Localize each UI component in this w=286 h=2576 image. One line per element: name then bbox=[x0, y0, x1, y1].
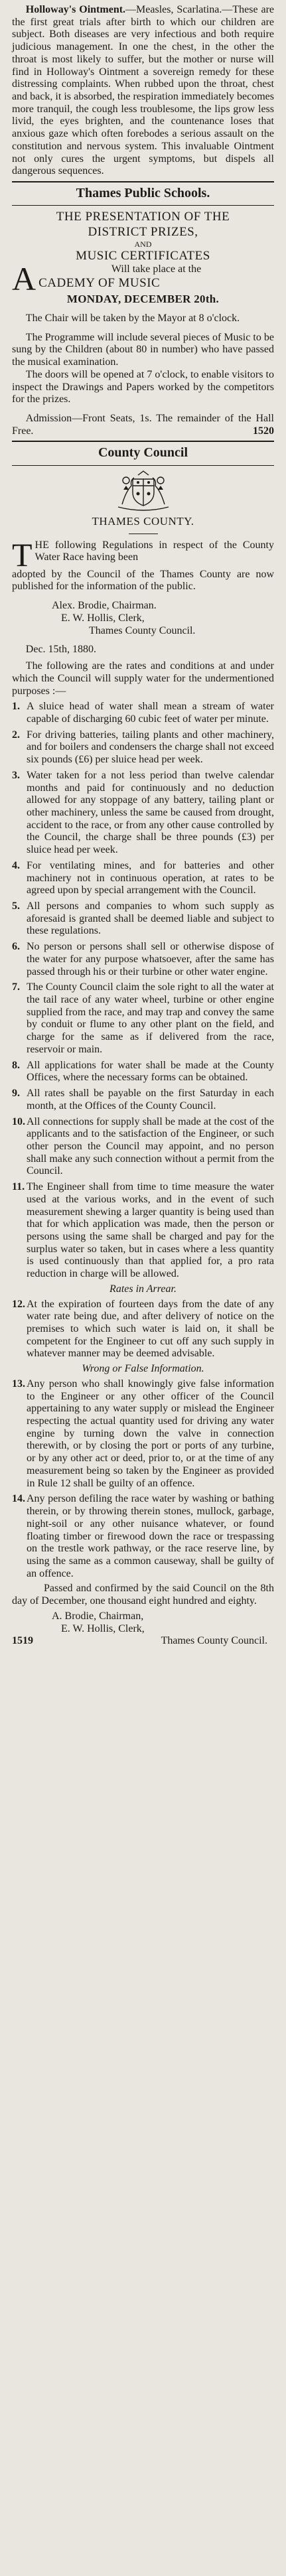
regulation-item: 6. No person or persons shall sell or otherwise dispose of the water for any purpose whatsoever, after the same has passed through his or their turbine or other water engine. bbox=[12, 941, 274, 977]
regulation-item: 9. All rates shall be payable on the first Saturday in each month, at the Offices of the County Council. bbox=[12, 1088, 274, 1111]
schools-title: Thames Public Schools. bbox=[76, 186, 210, 201]
council-body: Thames County Council. bbox=[89, 624, 196, 636]
programme-text: The Programme will include several pieces of Music to be sung by the Children (about 80 in number) who have passed the musical examination. bbox=[12, 331, 274, 368]
schools-line3: AND bbox=[134, 239, 152, 249]
academy-name: CADEMY OF MUSIC bbox=[38, 275, 161, 290]
divider bbox=[12, 441, 274, 442]
false-info-heading: Wrong or False Information. bbox=[82, 1363, 204, 1375]
schools-line1: THE PRESENTATION OF THE bbox=[56, 210, 230, 224]
schools-line4: MUSIC CERTIFICATES bbox=[76, 248, 210, 263]
closing-line bbox=[12, 1635, 274, 1648]
regulation-item: 11. The Engineer shall from time to time measure the water used at the various works, and in the event of such measurement shewing a larger quantity is being used than that for which application was made, then the person or persons using the same shall be charged and pay for the surplus water so taken, but in cases where a less quantity is used continuously than that applied for, a pro rata reduction in charge will be allowed. bbox=[12, 1181, 274, 1280]
admission-text bbox=[12, 413, 274, 437]
divider bbox=[12, 465, 274, 466]
intro-first: HE following Regulations in respect of the County Water Race having been bbox=[35, 539, 274, 563]
arrears-heading: Rates in Arrear. bbox=[109, 1283, 177, 1295]
dropcap-t: T bbox=[12, 536, 33, 573]
holloway-lead: Holloway's Ointment. bbox=[25, 4, 126, 15]
ad-reference: 1519 bbox=[12, 1635, 33, 1647]
regulations-list bbox=[12, 701, 274, 1281]
preamble-text: The following are the rates and conditions at and under which the Council will supply water for the undermentioned purposes :— bbox=[12, 660, 274, 697]
council-title: THAMES COUNTY. bbox=[92, 514, 194, 528]
signature-block bbox=[12, 600, 274, 637]
schools-line2: DISTRICT PRIZES, bbox=[88, 224, 198, 239]
regulation-item: 10. All connections for supply shall be made at the cost of the applicants and to the satisfaction of the Engineer, or such other person the Council may appoint, and no person shall make any such connection without a permit from the Council. bbox=[12, 1115, 274, 1177]
divider bbox=[12, 181, 274, 182]
passed-text: Passed and confirmed by the said Council on the 8th day of December, one thousand eight hundred and eighty. bbox=[12, 1583, 274, 1607]
event-date: MONDAY, DECEMBER 20th. bbox=[66, 293, 220, 306]
ad-reference: 1520 bbox=[253, 425, 274, 437]
regulation-item: 3. Water taken for a not less period than twelve calendar months and paid for continuously and no deduction allowed for any stoppage of any battery, tailing plant or other machinery, unless the same be caused from drought, accident to the race, or from any other cause controlled by the Council, the charge shall be three pounds (£3) per sluice head per week. bbox=[12, 769, 274, 856]
schools-notice bbox=[12, 186, 274, 437]
divider bbox=[12, 205, 274, 206]
holloway-ad bbox=[12, 4, 274, 178]
council-intro bbox=[12, 536, 274, 573]
council-notice bbox=[12, 445, 274, 1647]
intro-rest: adopted by the Council of the Thames County are now published for the information of the public. bbox=[12, 568, 274, 593]
regulation-item: 13. Any person who shall knowingly give false information to the Engineer or any other officer of the Council appertaining to any water supply or mislead the Engineer respecting the actual quantity used for driving any water engine by turning down the valve in connection therewith, or by closing the port or ports of any turbine, or by any other act or deed, prior to, or at the time of any measurement being so taken by the Engineer as provided in Rule 12 shall be guilty of an offence. bbox=[12, 1378, 274, 1489]
regulation-item: 12. At the expiration of fourteen days from the date of any water rate being due, and after delivery of notice on the premises to which such water is laid on, it shall be competent for the Engineer to cut off any such supply in whatever manner may be deemed advisable. bbox=[12, 1298, 274, 1360]
admission-label: Admission—Front Seats, 1s. The remainder of the Hall Free. bbox=[12, 413, 274, 437]
regulation-item: 8. All applications for water shall be made at the County Offices, where the necessary forms can be obtained. bbox=[12, 1059, 274, 1084]
place-intro: Will take place at the bbox=[111, 263, 202, 275]
doors-text: The doors will be opened at 7 o'clock, to enable visitors to inspect the Drawings and Papers worked by the competitors for the prizes. bbox=[12, 368, 274, 405]
chair-text: The Chair will be taken by the Mayor at 8 o'clock. bbox=[25, 313, 240, 324]
dated-line: Dec. 15th, 1880. bbox=[25, 644, 96, 656]
dropcap-a: A bbox=[12, 260, 36, 298]
regulation-item: 1. A sluice head of water shall mean a stream of water capable of discharging 60 cubic feet of water per minute. bbox=[12, 701, 274, 725]
clerk-name: E. W. Hollis, Clerk, bbox=[61, 1622, 145, 1634]
regulation-item: 14. Any person defiling the race water by washing or bathing therein, or by throwing therein stones, mullock, garbage, night-soil or any other nuisance whatever, or found floating timber or firewood down the race or trespassing on the trestle work pathway, or the race reserve line, by using the same as a common causeway, shall be guilty of an offence. bbox=[12, 1493, 274, 1579]
chairman-name: A. Brodie, Chairman, bbox=[52, 1610, 144, 1622]
signature-block bbox=[12, 1610, 274, 1635]
clerk-name: E. W. Hollis, Clerk, bbox=[61, 612, 145, 624]
regulation-item: 4. For ventilating mines, and for batteries and other machinery not in continuous operation, at rates to be agreed upon by special arrangement with the Council. bbox=[12, 859, 274, 896]
academy-block bbox=[12, 260, 274, 298]
regulation-item: 5. All persons and companies to whom such supply as aforesaid is granted shall be deemed liable and subject to these regulations. bbox=[12, 900, 274, 937]
regulation-item: 7. The County Council claim the sole right to all the water at the tail race of any water wheel, turbine or other engine supplied from the race, and may trap and convey the same by conduit or flume to any other plant on the field, and charge for the same as if delivered from the race, reservoir or main. bbox=[12, 981, 274, 1055]
regulation-item: 2. For driving batteries, tailing plants and other machinery, and for boilers and condensers the charge shall not exceed six pounds (£6) per sluice head per week. bbox=[12, 729, 274, 766]
council-header: County Council bbox=[98, 445, 188, 461]
coat-of-arms-icon bbox=[113, 470, 174, 511]
holloway-text: —Measles, Scarlatina.—These are the first great trials after birth to which our children are subject. Both diseases are very infectious and both require judicious management. In one the chest, in the other the throat is most likely to suffer, but the mother or nurse will find in Holloway's Ointment a sovereign remedy for these distressing complaints. When rubbed upon the throat, chest and back, it is absorbed, the respiration immediately becomes more tranquil, the cough less troublesome, the lips grow less livid, the eyes brighten, and the countenance loses that anxious gaze which often forebodes a serious assault on the constitution and nervous system. This invaluable Ointment not only cures the urgent symptoms, but dispels all dangerous sequences. bbox=[12, 4, 274, 177]
council-body: Thames County Council. bbox=[161, 1635, 267, 1647]
chairman-name: Alex. Brodie, Chairman. bbox=[52, 600, 157, 612]
